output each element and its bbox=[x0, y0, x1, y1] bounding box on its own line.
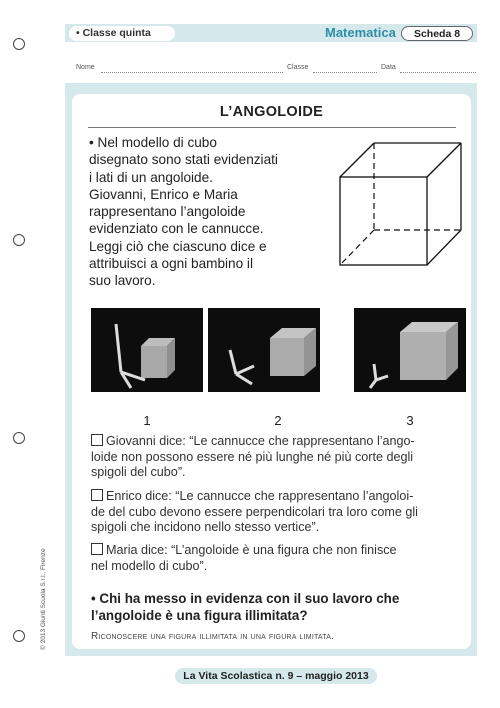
sheet-badge: Scheda 8 bbox=[401, 26, 473, 41]
intro-line: Giovanni, Enrico e Maria bbox=[89, 186, 238, 202]
checkbox[interactable] bbox=[91, 489, 103, 501]
intro-line: attribuisci a ogni bambino il bbox=[89, 256, 253, 272]
binder-hole bbox=[13, 432, 25, 444]
copyright-text: © 2013 Giunti Scuola S.r.l., Firenze bbox=[40, 548, 47, 650]
cube-drawing bbox=[330, 140, 470, 275]
photo-number: 1 bbox=[143, 413, 151, 428]
footer-badge: La Vita Scolastica n. 9 – maggio 2013 bbox=[175, 668, 377, 684]
photo-2 bbox=[208, 308, 320, 392]
photo-number: 2 bbox=[274, 413, 282, 428]
class-label: Classe bbox=[287, 64, 309, 71]
intro-line: rappresentano l’angoloide bbox=[89, 204, 246, 220]
statement-giovanni: Giovanni dice: “Le cannucce che rappresentano l’ango- loide non possono essere né più lunghe né più corte degli spigoli del cubo”. bbox=[91, 434, 415, 480]
intro-line: evidenziato con le cannucce. bbox=[89, 221, 264, 237]
worksheet-title: L’ANGOLOIDE bbox=[219, 104, 324, 120]
statement-maria: Maria dice: “L’angoloide è una figura che non finisce nel modello di cubo”. bbox=[91, 543, 397, 573]
intro-line: Leggi ciò che ciascuno dice e bbox=[89, 238, 267, 254]
intro-text bbox=[89, 134, 334, 290]
class-badge: • Classe quinta bbox=[69, 26, 175, 41]
intro-line: suo lavoro. bbox=[89, 273, 156, 289]
checkbox[interactable] bbox=[91, 543, 103, 555]
checkbox[interactable] bbox=[91, 434, 103, 446]
date-label: Data bbox=[381, 64, 396, 71]
name-label: Nome bbox=[76, 64, 95, 71]
learning-objective: Riconoscere una figura illimitata in una figura limitata. bbox=[91, 631, 335, 642]
intro-line: disegnato sono stati evidenziati bbox=[89, 152, 278, 168]
photo-1 bbox=[91, 308, 203, 392]
intro-line: i lati di un angoloide. bbox=[89, 169, 213, 185]
statement-enrico: Enrico dice: “Le cannucce che rappresentano l’angoloi- de del cubo devono essere perpendicolari tra loro come gli spigoli che incidono nello stesso vertice”. bbox=[91, 489, 418, 535]
date-field[interactable] bbox=[400, 72, 476, 73]
binder-hole bbox=[13, 38, 25, 50]
photo-3 bbox=[354, 308, 466, 392]
photo-number: 3 bbox=[406, 413, 414, 428]
title-divider bbox=[88, 127, 456, 128]
intro-line: • Nel modello di cubo bbox=[89, 135, 217, 150]
class-field[interactable] bbox=[313, 72, 377, 73]
subject-title: Matematica bbox=[325, 25, 396, 40]
binder-hole bbox=[13, 630, 25, 642]
binder-hole bbox=[13, 234, 25, 246]
name-field[interactable] bbox=[101, 72, 283, 73]
question-text: • Chi ha messo in evidenza con il suo lavoro che l’angoloide è una figura illimitata? bbox=[91, 591, 400, 623]
